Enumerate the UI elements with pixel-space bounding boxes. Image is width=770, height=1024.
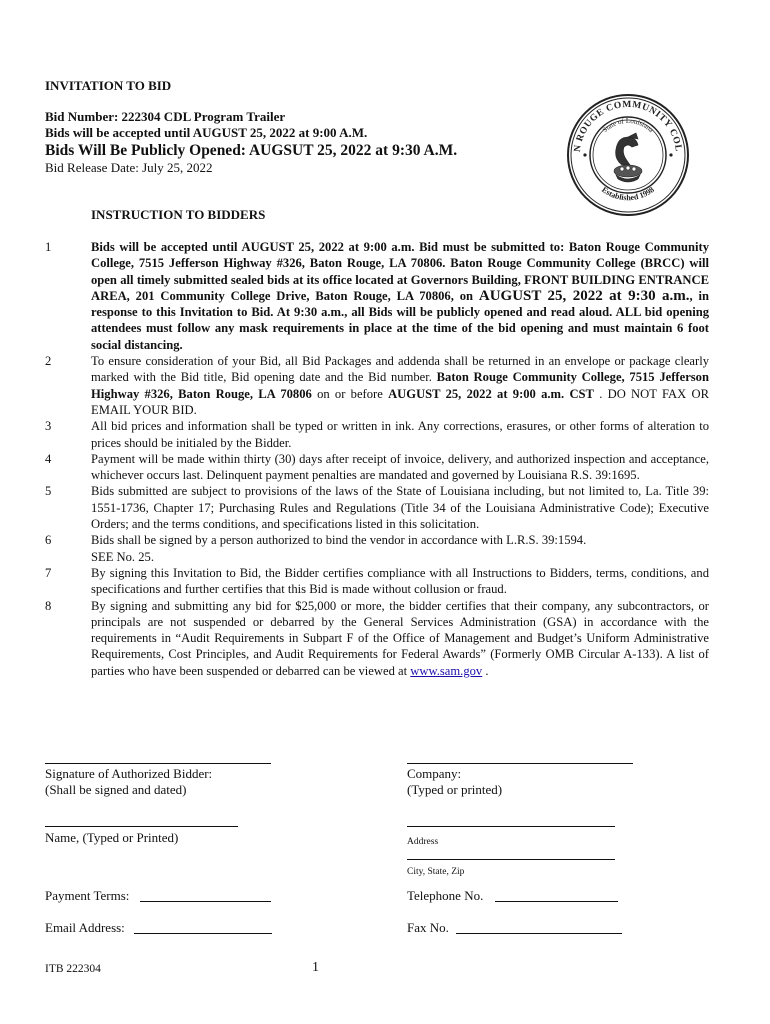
instruction-number: 5 bbox=[45, 484, 52, 499]
instruction-text: By signing this Invitation to Bid, the Bidder certifies compliance with all Instructions to Bidders, terms, conditions, and specifications and further certifies that this Bid is made without collusion or fraud. bbox=[91, 565, 709, 597]
sam-gov-link[interactable]: www.sam.gov bbox=[410, 663, 483, 678]
company-note: (Typed or printed) bbox=[407, 782, 503, 797]
address-label: Address bbox=[407, 837, 439, 847]
svg-text:BATON ROUGE COMMUNITY COLLEGE: N ROUGE COMMUNITY COL bbox=[572, 99, 683, 153]
instruction-text: Payment will be made within thirty (30) days after receipt of invoice, delivery, and authorized inspection and acceptance, whichever occurs last. Delinquent payment penalties are mandated and governed by Louisiana R.S. 39:1695. bbox=[91, 451, 709, 483]
address-line[interactable] bbox=[407, 826, 615, 827]
telephone-line[interactable] bbox=[495, 901, 618, 902]
instruction-number: 4 bbox=[45, 451, 52, 466]
name-label: Name, (Typed or Printed) bbox=[45, 830, 179, 845]
college-seal-logo bbox=[566, 93, 690, 217]
instruction-date-emphasis: AUGUST 25, 2022 at 9:30 a.m. bbox=[478, 287, 690, 304]
instruction-address: Baton Rouge Community College, 7515 Jefferson Highway #326, Baton Rouge, LA 70806 bbox=[91, 370, 709, 401]
instruction-item bbox=[45, 451, 709, 484]
bid-opening-date: Bids Will Be Publicly Opened: AUGSUT 25, 2022 at 9:30 A.M. bbox=[45, 142, 458, 159]
svg-text:Established 1998: Established 1998 bbox=[600, 185, 656, 203]
instruction-text bbox=[91, 598, 709, 679]
instruction-text-part: Bids will be accepted until AUGUST 25, 2022 at 9:00 a.m. Bid must be submitted to: Baton Rouge Community College, 7515 Jefferson Highway #326, Baton Rouge, LA 70806. Baton Rouge Community College (BRCC) will open all timely submitted sealed bids at its office located at Governors Building, FRONT BUILDING ENTRANCE AREA, 201 Community College Drive, Baton Rouge, LA 70806, on bbox=[91, 240, 709, 303]
fax-label: Fax No. bbox=[407, 920, 449, 935]
instruction-number: 3 bbox=[45, 419, 52, 434]
email-label: Email Address: bbox=[45, 920, 125, 935]
payment-terms-line[interactable] bbox=[140, 901, 271, 902]
company-label: Company: bbox=[407, 766, 462, 781]
signature-line[interactable] bbox=[45, 763, 271, 764]
instruction-text-part: . DO NOT FAX OR EMAIL YOUR BID. bbox=[91, 386, 709, 417]
company-line[interactable] bbox=[407, 763, 633, 764]
document-title: INVITATION TO BID bbox=[45, 78, 172, 93]
instruction-text-part: . bbox=[482, 663, 489, 678]
instruction-item bbox=[45, 353, 709, 418]
bid-accepted-until: Bids will be accepted until AUGUST 25, 2022 at 9:00 A.M. bbox=[45, 125, 368, 140]
instructions-heading: INSTRUCTION TO BIDDERS bbox=[91, 207, 266, 222]
instruction-number: 1 bbox=[45, 240, 52, 254]
instruction-number: 8 bbox=[45, 598, 52, 613]
instruction-text bbox=[91, 532, 709, 565]
instruction-item bbox=[45, 532, 709, 565]
city-state-zip-label: City, State, Zip bbox=[407, 867, 465, 877]
instruction-item bbox=[45, 565, 709, 598]
instruction-item bbox=[45, 483, 709, 532]
city-state-zip-line[interactable] bbox=[407, 859, 615, 860]
instruction-number: 6 bbox=[45, 533, 52, 548]
payment-terms-label: Payment Terms: bbox=[45, 888, 130, 903]
instruction-text bbox=[91, 239, 709, 353]
instruction-number: 2 bbox=[45, 354, 52, 369]
instruction-text-line: SEE No. 25. bbox=[91, 549, 154, 564]
footer-document-id: ITB 222304 bbox=[45, 963, 101, 975]
bid-release-date: Bid Release Date: July 25, 2022 bbox=[45, 160, 213, 175]
instruction-deadline: AUGUST 25, 2022 at 9:00 a.m. CST bbox=[388, 386, 594, 401]
svg-text:State of Louisiana: State of Louisiana bbox=[601, 116, 656, 135]
signature-label: Signature of Authorized Bidder: bbox=[45, 766, 213, 781]
instruction-item bbox=[45, 239, 709, 353]
instruction-text-part: , in response to this Invitation to Bid. At 9:30 a.m., all Bids will be publicly opened and read aloud. ALL bid opening attendees must follow any mask requirements in place at the time of the bid opening and must maintain 6 foot social distancing. bbox=[91, 288, 709, 352]
telephone-label: Telephone No. bbox=[407, 888, 484, 903]
name-line[interactable] bbox=[45, 826, 238, 827]
instruction-text: Bids submitted are subject to provisions of the laws of the State of Louisiana including, but not limited to, La. Title 39: 1551-1736, Chapter 17; Purchasing Rules and Regulations (Title 34 of the Louisiana Administrative Code); Executive Orders; and the terms conditions, and specifications listed in this solicitation. bbox=[91, 484, 709, 532]
instruction-text-line: Bids shall be signed by a person authorized to bind the vendor in accordance with L.R.S. 39:1594. bbox=[91, 533, 587, 548]
fax-line[interactable] bbox=[456, 933, 622, 934]
instruction-text-part: on or before bbox=[311, 386, 389, 401]
instruction-text: All bid prices and information shall be typed or written in ink. Any corrections, erasures, or other forms of alteration to prices should be initialed by the Bidder. bbox=[91, 419, 709, 450]
instruction-text-part: To ensure consideration of your Bid, all Bid Packages and addenda shall be returned in an envelope or package clearly marked with the Bid title, Bid opening date and the Bid number. bbox=[91, 354, 709, 385]
instruction-text bbox=[91, 353, 709, 418]
bid-number: Bid Number: 222304 CDL Program Trailer bbox=[45, 109, 286, 124]
instruction-item bbox=[45, 598, 709, 679]
instruction-item bbox=[45, 418, 709, 451]
instruction-text-part: By signing and submitting any bid for $25,000 or more, the bidder certifies that their company, any subcontractors, or principals are not suspended or debarred by the General Services Administration (GSA) in accordance with the requirements in “Audit Requirements in Subpart F of the Office of Management and Budget’s Uniform Administrative Requirements, Cost Principles, and Audit Requirements for Federal Awards” (Formerly OMB Circular A-133). A list of parties who have been suspended or debarred can be viewed at bbox=[91, 598, 709, 678]
instruction-number: 7 bbox=[45, 565, 52, 580]
signature-note: (Shall be signed and dated) bbox=[45, 782, 187, 797]
email-line[interactable] bbox=[134, 933, 272, 934]
instructions-list bbox=[45, 239, 709, 679]
page-number: 1 bbox=[312, 960, 319, 975]
